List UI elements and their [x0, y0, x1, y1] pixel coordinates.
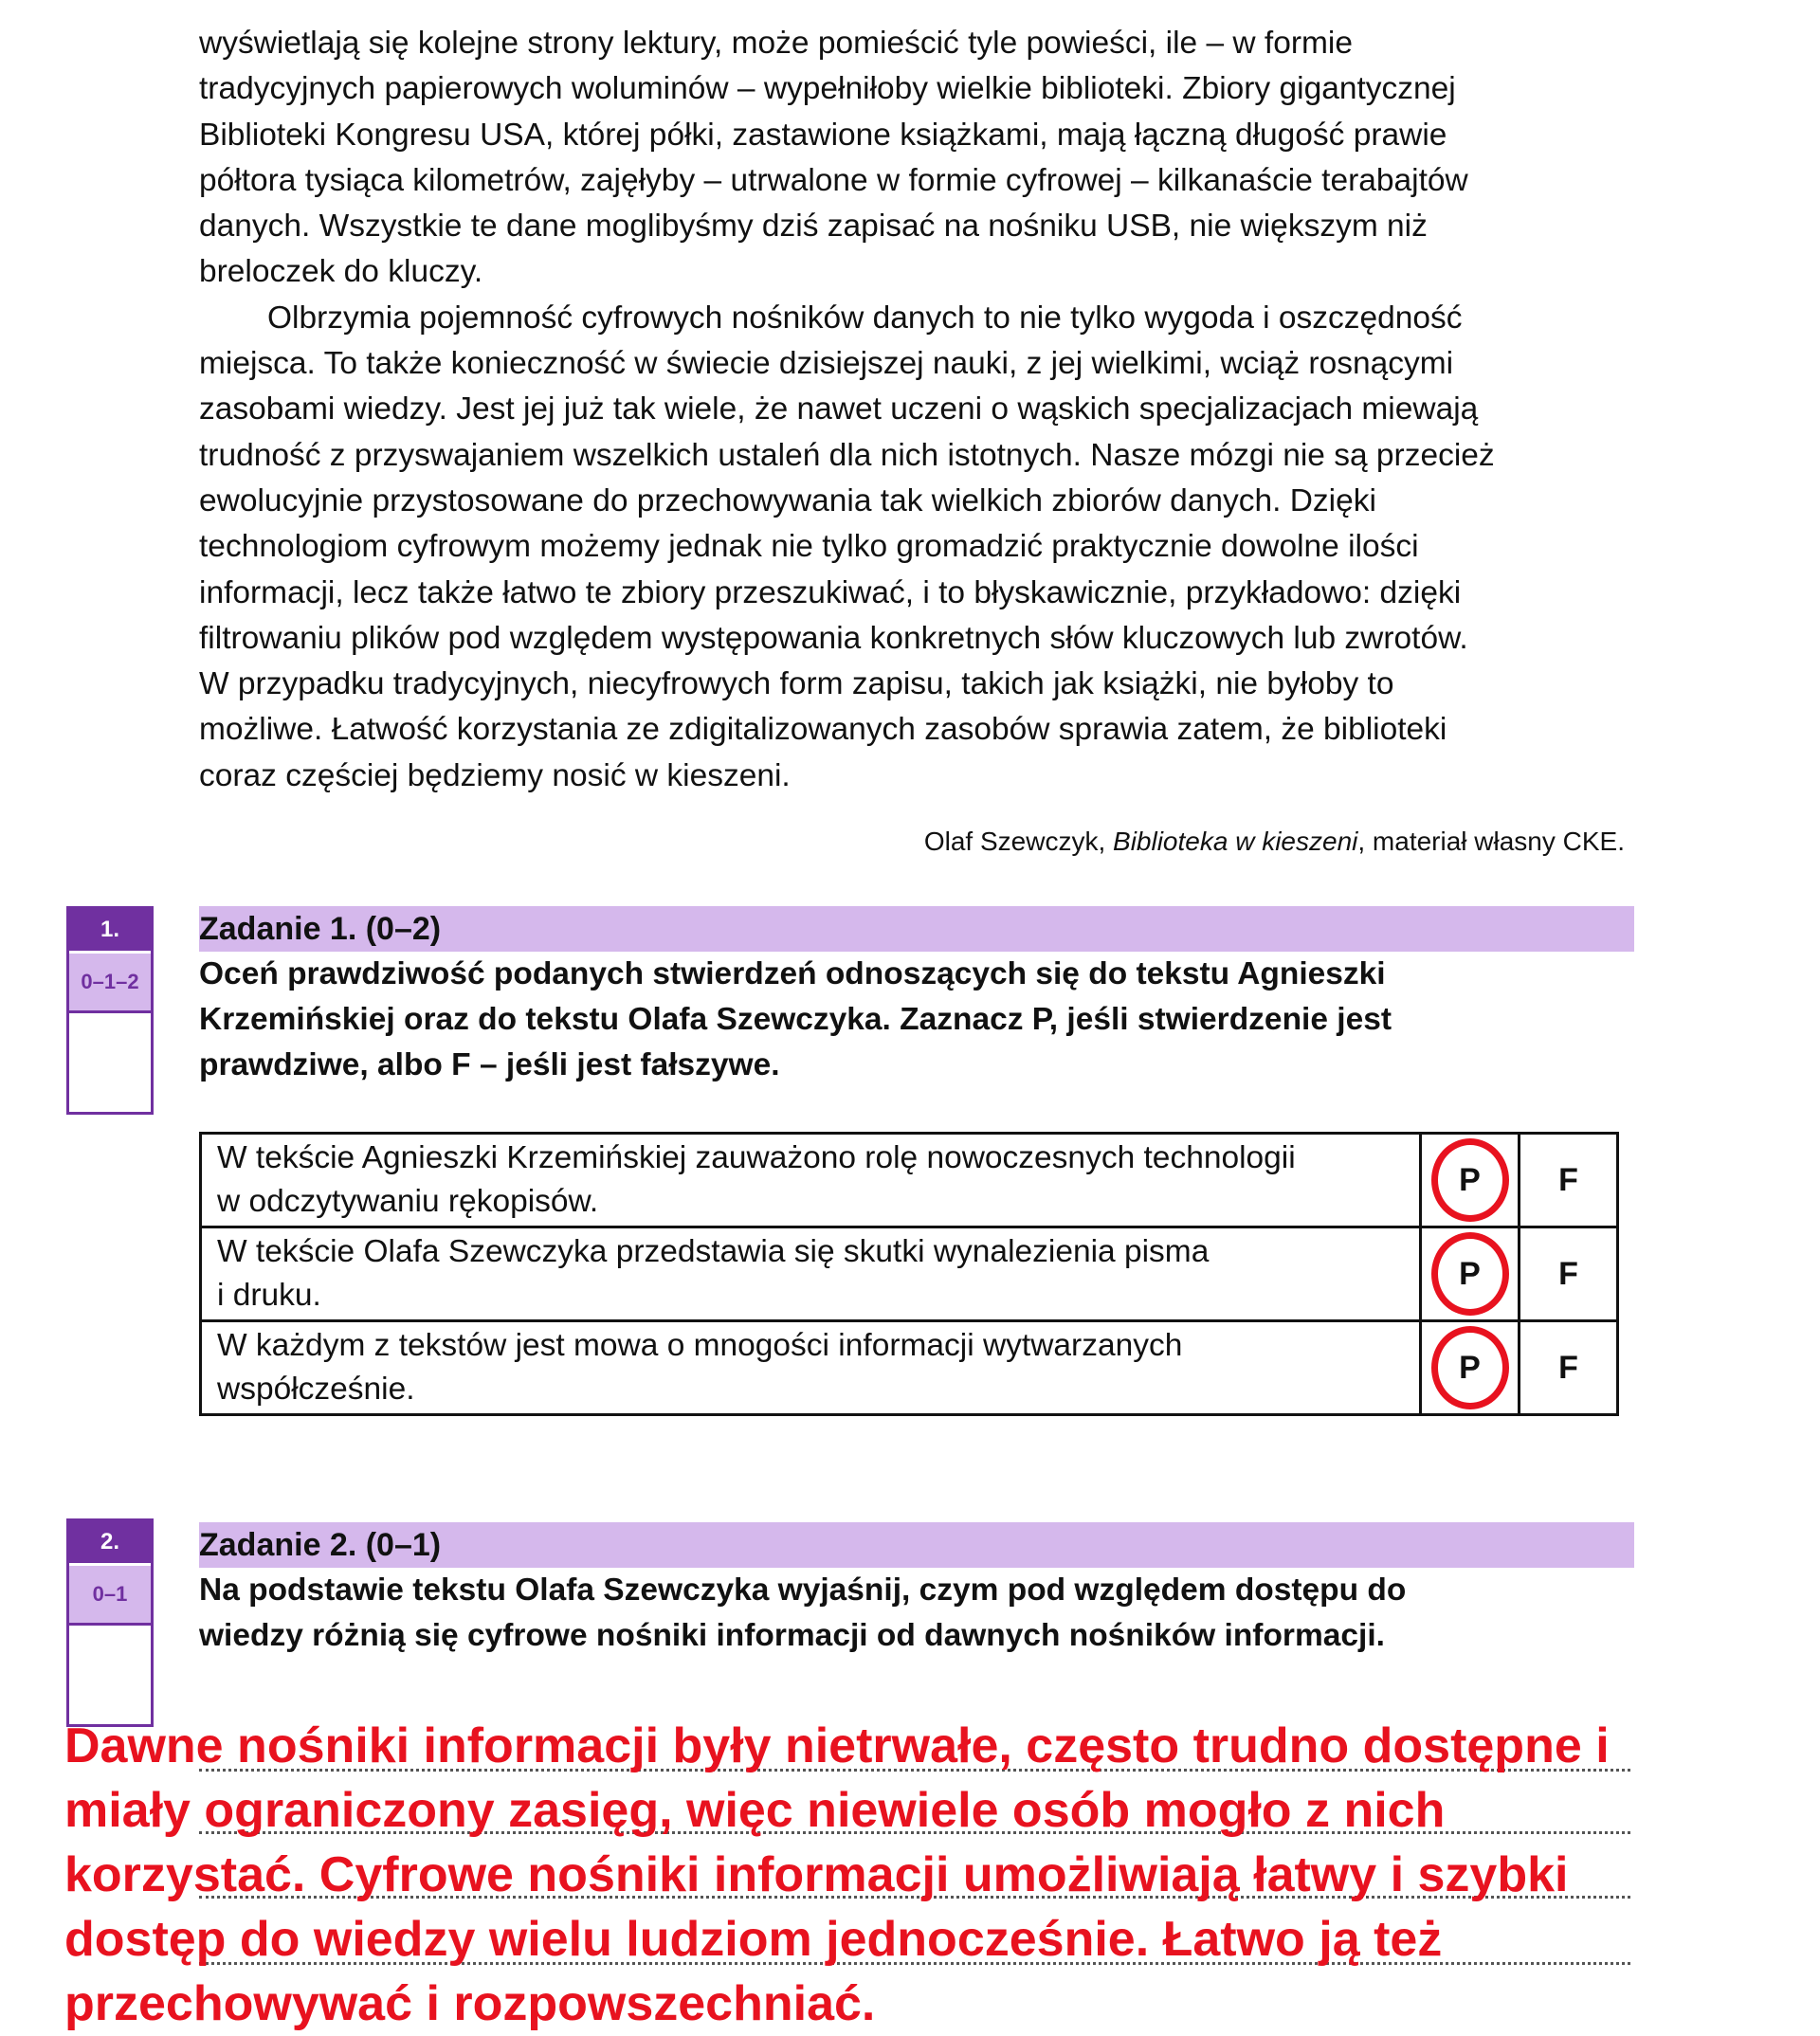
passage-line: wyświetlają się kolejne strony lektury, może pomieścić tyle powieści, ile – w formie: [199, 26, 1353, 61]
option-f-label: F: [1558, 1161, 1578, 1198]
task-2-title: Zadanie 2. (0–1): [199, 1522, 1634, 1568]
option-p-cell[interactable]: [1421, 1227, 1520, 1321]
reading-passage: [199, 21, 1630, 799]
option-p-label: P: [1459, 1255, 1481, 1292]
statement-line: W tekście Agnieszki Krzemińskiej zauważono rolę nowoczesnych technologii: [217, 1140, 1296, 1175]
passage-line: Olbrzymia pojemność cyfrowych nośników danych to nie tylko wygoda i oszczędność: [267, 300, 1463, 336]
handwritten-answer[interactable]: [64, 1714, 1761, 2036]
statement-line: w odczytywaniu rękopisów.: [217, 1184, 599, 1219]
task-2-score-box: [66, 1518, 154, 1727]
table-row: [201, 1321, 1618, 1415]
option-p-label: P: [1459, 1161, 1481, 1198]
option-p-label: P: [1459, 1349, 1481, 1386]
selection-circle-icon: [1431, 1326, 1509, 1409]
table-row: [201, 1227, 1618, 1321]
option-f-cell[interactable]: [1520, 1134, 1618, 1227]
passage-paragraph-1: [199, 21, 1630, 296]
statement-line: współcześnie.: [217, 1372, 415, 1407]
passage-line: coraz częściej będziemy nosić w kieszeni.: [199, 757, 791, 793]
instruction-line: Krzemińskiej oraz do tekstu Olafa Szewczyka. Zaznacz P, jeśli stwierdzenie jest: [199, 1002, 1392, 1037]
instruction-line: prawdziwe, albo F – jeśli jest fałszywe.: [199, 1047, 780, 1082]
instruction-line: wiedzy różnią się cyfrowe nośniki informacji od dawnych nośników informacji.: [199, 1618, 1385, 1653]
passage-line: ewolucyjnie przystosowane do przechowywania tak wielkich zbiorów danych. Dzięki: [199, 482, 1376, 518]
selection-circle-icon: [1431, 1138, 1509, 1222]
passage-line: breloczek do kluczy.: [199, 254, 483, 290]
source-title: Biblioteka w kieszeni: [1113, 827, 1358, 856]
passage-line: filtrowaniu plików pod względem występowania konkretnych słów kluczowych lub zwrotów.: [199, 620, 1468, 656]
passage-line: zasobami wiedzy. Jest jej już tak wiele, że nawet uczeni o wąskich specjalizacjach miewają: [199, 391, 1479, 427]
passage-source: [924, 823, 1625, 861]
answer-line: miały ograniczony zasięg, więc niewiele osób mogło z nich: [64, 1783, 1446, 1838]
statement-line: W każdym z tekstów jest mowa o mnogości informacji wytwarzanych: [217, 1328, 1183, 1363]
option-p-cell[interactable]: [1421, 1321, 1520, 1415]
passage-line: informacji, lecz także łatwo te zbiory przeszukiwać, i to błyskawicznie, przykładowo: dzięki: [199, 574, 1462, 610]
option-f-cell[interactable]: [1520, 1227, 1618, 1321]
task-1-instruction: [199, 952, 1621, 1088]
answer-line: dostęp do wiedzy wielu ludziom jednocześnie. Łatwo ją też: [64, 1912, 1443, 1967]
option-p-cell[interactable]: [1421, 1134, 1520, 1227]
passage-line: trudność z przyswajaniem wszelkich ustaleń dla nich istotnych. Nasze mózgi nie są przecież: [199, 437, 1495, 473]
task-2-number: 2.: [69, 1521, 151, 1563]
answer-line: Dawne nośniki informacji były nietrwałe, często trudno dostępne i: [64, 1718, 1610, 1773]
statement-line: W tekście Olafa Szewczyka przedstawia się skutki wynalezienia pisma: [217, 1234, 1210, 1269]
passage-line: półtora tysiąca kilometrów, zajęłyby – utrwalone w formie cyfrowej – kilkanaście terabajtów: [199, 162, 1468, 198]
passage-line: tradycyjnych papierowych woluminów – wypełniłoby wielkie biblioteki. Zbiory gigantycznej: [199, 71, 1456, 107]
option-f-label: F: [1558, 1255, 1578, 1292]
task-2-score-field[interactable]: [69, 1623, 151, 1727]
task-1-number: 1.: [69, 909, 151, 951]
task-1-points: 0–1–2: [69, 951, 151, 1010]
answer-line: korzystać. Cyfrowe nośniki informacji umożliwiają łatwy i szybki: [64, 1847, 1569, 1902]
passage-line: miejsca. To także konieczność w świecie dzisiejszej nauki, z jej wielkimi, wciąż rosnącymi: [199, 346, 1454, 382]
statement-cell: [201, 1227, 1421, 1321]
answer-line: przechowywać i rozpowszechniać.: [64, 1976, 876, 2031]
task-1-title: Zadanie 1. (0–2): [199, 906, 1634, 952]
task-1-score-box: [66, 906, 154, 1115]
instruction-line: Oceń prawdziwość podanych stwierdzeń odnoszących się do tekstu Agnieszki: [199, 956, 1386, 991]
option-f-cell[interactable]: [1520, 1321, 1618, 1415]
selection-circle-icon: [1431, 1232, 1509, 1316]
statement-line: i druku.: [217, 1278, 321, 1313]
source-suffix: , materiał własny CKE.: [1357, 827, 1625, 856]
passage-line: technologiom cyfrowym możemy jednak nie tylko gromadzić praktycznie dowolne ilości: [199, 529, 1419, 565]
source-author: Olaf Szewczyk,: [923, 827, 1114, 856]
statement-cell: [201, 1321, 1421, 1415]
table-row: [201, 1134, 1618, 1227]
passage-line: danych. Wszystkie te dane moglibyśmy dziś zapisać na nośniku USB, nie większym niż: [199, 209, 1428, 245]
passage-paragraph-2: [199, 296, 1630, 799]
passage-line: możliwe. Łatwość korzystania ze zdigitalizowanych zasobów sprawia zatem, że biblioteki: [199, 712, 1447, 748]
option-f-label: F: [1558, 1349, 1578, 1386]
task-1-score-field[interactable]: [69, 1010, 151, 1115]
instruction-line: Na podstawie tekstu Olafa Szewczyka wyjaśnij, czym pod względem dostępu do: [199, 1572, 1407, 1608]
passage-line: W przypadku tradycyjnych, niecyfrowych form zapisu, takich jak książki, nie byłoby to: [199, 666, 1394, 702]
true-false-table: [199, 1132, 1619, 1416]
passage-line: Biblioteki Kongresu USA, której półki, zastawione książkami, mają łączną długość prawie: [199, 117, 1447, 153]
task-2-instruction: [199, 1568, 1621, 1659]
statement-cell: [201, 1134, 1421, 1227]
task-2-points: 0–1: [69, 1563, 151, 1623]
